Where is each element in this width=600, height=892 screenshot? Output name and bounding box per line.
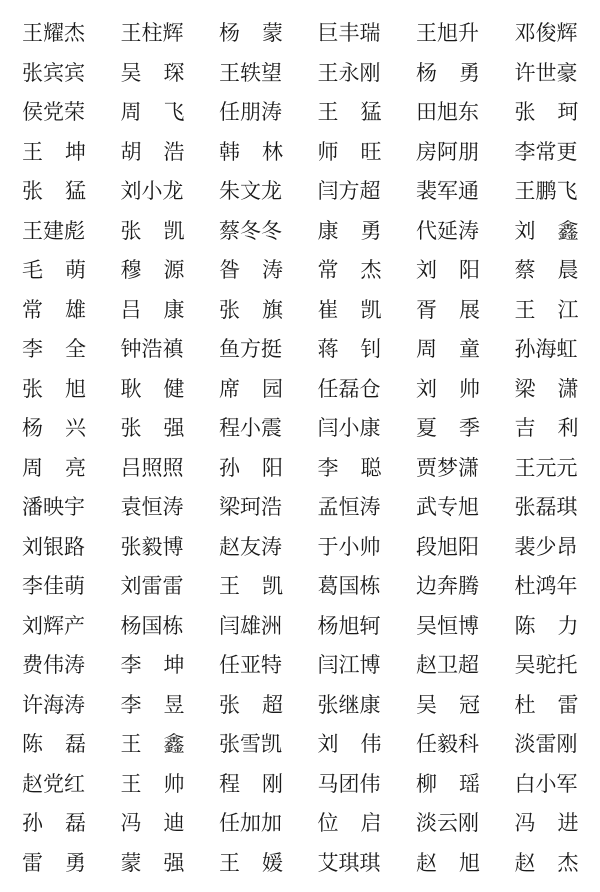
name-cell xyxy=(22,844,86,884)
name-char: 昱 xyxy=(163,692,185,717)
name-char: 张 xyxy=(219,692,240,717)
name-cell xyxy=(121,646,185,686)
name-cell xyxy=(219,291,283,331)
name-cell: 任磊仓 xyxy=(317,376,381,401)
name-cell: 张磊琪 xyxy=(514,495,578,519)
name-cell: 任加加 xyxy=(219,811,282,835)
name-cell xyxy=(318,330,382,370)
name-char: 张 xyxy=(120,416,142,440)
name-cell xyxy=(22,251,86,291)
name-char: 蒙 xyxy=(262,21,283,45)
name-cell: 任亚特 xyxy=(219,653,282,677)
name-cell: 任毅科 xyxy=(416,732,479,756)
name-char: 猛 xyxy=(65,179,86,203)
name-cell: 侯党荣 xyxy=(22,100,85,124)
name-cell xyxy=(416,330,480,370)
name-cell xyxy=(515,409,579,449)
name-char: 柳 xyxy=(416,771,437,796)
name-cell: 段旭阳 xyxy=(416,534,479,559)
name-cell xyxy=(318,93,382,133)
name-cell xyxy=(219,567,283,607)
name-cell: 袁恒涛 xyxy=(120,495,184,519)
name-cell: 王耀杰 xyxy=(22,21,85,45)
name-cell: 刘银路 xyxy=(22,534,85,559)
name-char: 师 xyxy=(317,139,339,164)
name-char: 周 xyxy=(22,455,43,480)
name-char: 李 xyxy=(317,455,339,480)
name-cell: 张继康 xyxy=(317,692,381,717)
name-char: 杨 xyxy=(22,416,43,440)
name-cell xyxy=(22,291,86,331)
name-cell xyxy=(416,291,480,331)
name-char: 磊 xyxy=(65,732,86,756)
name-cell xyxy=(318,212,382,252)
name-char: 康 xyxy=(163,297,185,322)
name-cell: 王柱辉 xyxy=(120,21,184,45)
name-char: 旗 xyxy=(262,297,283,322)
name-char: 媛 xyxy=(262,850,283,875)
name-char: 陈 xyxy=(22,732,43,756)
name-char: 坤 xyxy=(163,653,185,677)
name-char: 胥 xyxy=(416,297,437,322)
name-char: 鑫 xyxy=(557,218,579,243)
name-cell: 赵友涛 xyxy=(219,534,282,559)
name-cell: 王旭升 xyxy=(416,21,479,45)
name-cell xyxy=(318,725,382,765)
name-cell xyxy=(416,765,480,805)
name-cell: 艾琪琪 xyxy=(317,850,381,875)
name-cell xyxy=(121,251,185,291)
name-char: 凯 xyxy=(262,574,283,598)
name-cell: 淡云刚 xyxy=(416,811,479,835)
name-char: 杰 xyxy=(557,850,579,875)
name-cell xyxy=(22,449,86,489)
name-char: 伟 xyxy=(360,732,382,756)
name-char: 琛 xyxy=(163,60,185,85)
name-cell: 李常更 xyxy=(514,139,578,164)
name-cell: 王永刚 xyxy=(317,60,381,85)
name-char: 强 xyxy=(163,850,185,875)
name-cell: 房阿朋 xyxy=(416,139,479,164)
name-char: 蒙 xyxy=(120,850,142,875)
name-char: 鑫 xyxy=(163,732,185,756)
name-char: 王 xyxy=(514,297,536,322)
name-char: 崔 xyxy=(317,297,339,322)
name-cell xyxy=(121,409,185,449)
name-cell xyxy=(318,251,382,291)
name-cell xyxy=(121,804,185,844)
name-char: 张 xyxy=(120,218,142,243)
name-char: 吴 xyxy=(120,60,142,85)
name-cell: 巨丰瑞 xyxy=(317,21,381,45)
name-cell: 刘小龙 xyxy=(120,179,184,203)
name-cell: 吴恒博 xyxy=(416,613,479,638)
name-char: 凯 xyxy=(360,297,382,322)
name-char: 程 xyxy=(219,771,240,796)
name-cell: 王鹏飞 xyxy=(514,179,578,203)
name-cell: 裴军通 xyxy=(416,179,479,203)
name-cell: 刘辉产 xyxy=(22,613,85,638)
name-char: 夏 xyxy=(416,416,437,440)
name-char: 王 xyxy=(317,100,339,124)
name-cell xyxy=(515,686,579,726)
name-char: 坤 xyxy=(65,139,86,164)
name-cell xyxy=(416,686,480,726)
name-char: 亮 xyxy=(65,455,86,480)
name-cell xyxy=(318,133,382,173)
name-cell: 武专旭 xyxy=(416,495,479,519)
name-char: 王 xyxy=(120,771,142,796)
name-cell: 代延涛 xyxy=(416,218,479,243)
name-char: 赵 xyxy=(514,850,536,875)
name-char: 超 xyxy=(262,692,283,717)
name-cell: 任朋涛 xyxy=(219,100,282,124)
name-char: 孙 xyxy=(22,811,43,835)
name-cell: 许海涛 xyxy=(22,692,85,717)
name-char: 刚 xyxy=(262,771,283,796)
name-char: 旭 xyxy=(459,850,480,875)
name-cell: 淡雷刚 xyxy=(514,732,578,756)
name-char: 张 xyxy=(514,100,536,124)
name-char: 张 xyxy=(219,297,240,322)
name-cell xyxy=(416,54,480,94)
name-cell xyxy=(22,409,86,449)
name-char: 康 xyxy=(317,218,339,243)
name-char: 钊 xyxy=(360,337,382,361)
name-char: 启 xyxy=(360,811,382,835)
name-cell xyxy=(416,844,480,884)
name-char: 萌 xyxy=(65,258,86,282)
name-char: 王 xyxy=(219,850,240,875)
name-char: 冯 xyxy=(120,811,142,835)
name-cell: 蔡冬冬 xyxy=(219,218,282,243)
name-cell: 杜鸿年 xyxy=(514,574,578,598)
name-cell: 孙海虹 xyxy=(514,337,578,361)
name-char: 飞 xyxy=(163,100,185,124)
name-cell xyxy=(121,370,185,410)
name-cell xyxy=(121,686,185,726)
name-cell xyxy=(22,725,86,765)
name-char: 蔡 xyxy=(514,258,536,282)
name-char: 吕 xyxy=(120,297,142,322)
name-char: 帅 xyxy=(459,376,480,401)
name-char: 季 xyxy=(459,416,480,440)
name-char: 吴 xyxy=(416,692,437,717)
name-cell xyxy=(121,54,185,94)
name-char: 蒋 xyxy=(317,337,339,361)
name-cell xyxy=(219,686,283,726)
name-char: 珂 xyxy=(557,100,579,124)
name-char: 勇 xyxy=(65,850,86,875)
name-cell xyxy=(318,449,382,489)
name-char: 王 xyxy=(219,574,240,598)
name-cell xyxy=(219,844,283,884)
name-cell: 鱼方挺 xyxy=(219,337,282,361)
name-char: 王 xyxy=(120,732,142,756)
name-char: 浩 xyxy=(163,139,185,164)
name-char: 李 xyxy=(22,337,43,361)
name-cell: 孟恒涛 xyxy=(317,495,381,519)
name-cell xyxy=(515,93,579,133)
name-char: 杜 xyxy=(514,692,536,717)
name-cell xyxy=(515,844,579,884)
name-char: 帅 xyxy=(163,771,185,796)
name-char: 刘 xyxy=(416,258,437,282)
name-cell xyxy=(121,725,185,765)
name-cell: 葛国栋 xyxy=(317,574,381,598)
name-cell: 邓俊辉 xyxy=(514,21,578,45)
name-char: 刘 xyxy=(514,218,536,243)
name-char: 赵 xyxy=(416,850,437,875)
name-char: 毛 xyxy=(22,258,43,282)
name-char: 迪 xyxy=(163,811,185,835)
name-char: 杨 xyxy=(219,21,240,45)
name-char: 孙 xyxy=(219,455,240,480)
name-char: 兴 xyxy=(65,416,86,440)
name-char: 勇 xyxy=(459,60,480,85)
name-char: 涛 xyxy=(262,258,283,282)
name-cell: 张雪凯 xyxy=(219,732,282,756)
name-char: 常 xyxy=(317,258,339,282)
name-char: 梁 xyxy=(514,376,536,401)
name-char: 猛 xyxy=(360,100,382,124)
name-char: 王 xyxy=(22,139,43,164)
name-cell xyxy=(515,291,579,331)
name-list-grid xyxy=(22,14,592,883)
name-char: 耿 xyxy=(120,376,142,401)
name-cell: 闫小康 xyxy=(317,416,381,440)
name-char: 位 xyxy=(317,811,339,835)
name-char: 聪 xyxy=(360,455,382,480)
name-cell xyxy=(318,291,382,331)
name-cell: 裴少昂 xyxy=(514,534,578,559)
name-char: 昝 xyxy=(219,258,240,282)
name-cell xyxy=(22,370,86,410)
name-char: 晨 xyxy=(557,258,579,282)
name-char: 席 xyxy=(219,376,240,401)
name-cell xyxy=(416,409,480,449)
name-cell: 吕照照 xyxy=(120,455,184,480)
name-char: 园 xyxy=(262,376,283,401)
name-cell: 王建彪 xyxy=(22,218,85,243)
name-cell: 闫江博 xyxy=(317,653,381,677)
name-char: 周 xyxy=(416,337,437,361)
name-cell: 钟浩禛 xyxy=(120,337,184,361)
name-cell: 朱文龙 xyxy=(219,179,282,203)
name-cell xyxy=(121,133,185,173)
name-cell: 田旭东 xyxy=(416,100,479,124)
name-char: 韩 xyxy=(219,139,240,164)
name-cell: 李佳萌 xyxy=(22,574,85,598)
name-cell: 刘雷雷 xyxy=(120,574,184,598)
name-cell: 闫方超 xyxy=(317,179,381,203)
name-char: 展 xyxy=(459,297,480,322)
name-char: 林 xyxy=(262,139,283,164)
name-char: 利 xyxy=(557,416,579,440)
name-cell: 张宾宾 xyxy=(22,60,85,85)
name-char: 江 xyxy=(557,297,579,322)
name-char: 进 xyxy=(557,811,579,835)
name-cell xyxy=(219,251,283,291)
name-cell: 潘映宇 xyxy=(22,495,85,519)
name-cell: 边奔腾 xyxy=(416,574,479,598)
name-char: 冯 xyxy=(514,811,536,835)
name-char: 潇 xyxy=(557,376,579,401)
name-cell xyxy=(121,291,185,331)
name-char: 童 xyxy=(459,337,480,361)
name-char: 杨 xyxy=(416,60,437,85)
name-cell xyxy=(22,172,86,212)
name-cell xyxy=(219,765,283,805)
name-cell xyxy=(318,804,382,844)
name-char: 雷 xyxy=(557,692,579,717)
name-char: 刘 xyxy=(317,732,339,756)
name-cell xyxy=(219,14,283,54)
name-char: 雄 xyxy=(65,297,86,322)
name-char: 健 xyxy=(163,376,185,401)
name-cell: 于小帅 xyxy=(317,534,381,559)
name-char: 阳 xyxy=(262,455,283,480)
name-cell xyxy=(515,804,579,844)
name-cell xyxy=(219,370,283,410)
name-char: 张 xyxy=(22,179,43,203)
name-char: 周 xyxy=(120,100,142,124)
name-char: 阳 xyxy=(459,258,480,282)
name-cell: 贾梦潇 xyxy=(416,455,479,480)
name-cell: 王元元 xyxy=(514,455,578,480)
name-cell xyxy=(121,844,185,884)
name-cell: 程小震 xyxy=(219,416,282,440)
name-cell xyxy=(121,765,185,805)
name-cell: 赵卫超 xyxy=(416,653,479,677)
name-char: 杰 xyxy=(360,258,382,282)
name-cell xyxy=(22,133,86,173)
name-char: 力 xyxy=(557,613,579,638)
name-cell xyxy=(121,93,185,133)
name-cell xyxy=(515,251,579,291)
name-cell: 许世豪 xyxy=(514,60,578,85)
name-char: 常 xyxy=(22,297,43,322)
name-char: 胡 xyxy=(120,139,142,164)
name-char: 磊 xyxy=(65,811,86,835)
name-char: 强 xyxy=(163,416,185,440)
name-cell xyxy=(22,330,86,370)
name-char: 穆 xyxy=(120,258,142,282)
name-cell: 杨国栋 xyxy=(120,613,184,638)
name-cell: 白小军 xyxy=(514,771,578,796)
name-cell xyxy=(22,804,86,844)
name-char: 旺 xyxy=(360,139,382,164)
name-char: 瑶 xyxy=(459,771,480,796)
name-cell xyxy=(219,449,283,489)
name-char: 雷 xyxy=(22,850,43,875)
name-cell: 吴驼托 xyxy=(514,653,578,677)
name-cell xyxy=(416,370,480,410)
name-cell xyxy=(121,212,185,252)
name-char: 冠 xyxy=(459,692,480,717)
name-cell xyxy=(416,251,480,291)
name-cell: 闫雄洲 xyxy=(219,613,282,638)
name-char: 张 xyxy=(22,376,43,401)
name-cell xyxy=(515,212,579,252)
name-cell: 杨旭轲 xyxy=(317,613,381,638)
name-cell xyxy=(219,133,283,173)
name-char: 李 xyxy=(120,653,142,677)
name-char: 勇 xyxy=(360,218,382,243)
name-cell: 赵党红 xyxy=(22,771,85,796)
name-char: 旭 xyxy=(65,376,86,401)
name-cell: 梁珂浩 xyxy=(219,495,282,519)
name-char: 吉 xyxy=(514,416,536,440)
name-char: 凯 xyxy=(163,218,185,243)
name-char: 陈 xyxy=(514,613,536,638)
name-cell: 费伟涛 xyxy=(22,653,85,677)
name-cell xyxy=(515,370,579,410)
name-cell: 马团伟 xyxy=(317,771,381,796)
name-char: 李 xyxy=(120,692,142,717)
name-cell xyxy=(515,607,579,647)
name-cell: 张毅博 xyxy=(120,534,184,559)
name-char: 刘 xyxy=(416,376,437,401)
name-cell: 王轶望 xyxy=(219,60,282,85)
name-char: 源 xyxy=(163,258,185,282)
name-char: 全 xyxy=(65,337,86,361)
